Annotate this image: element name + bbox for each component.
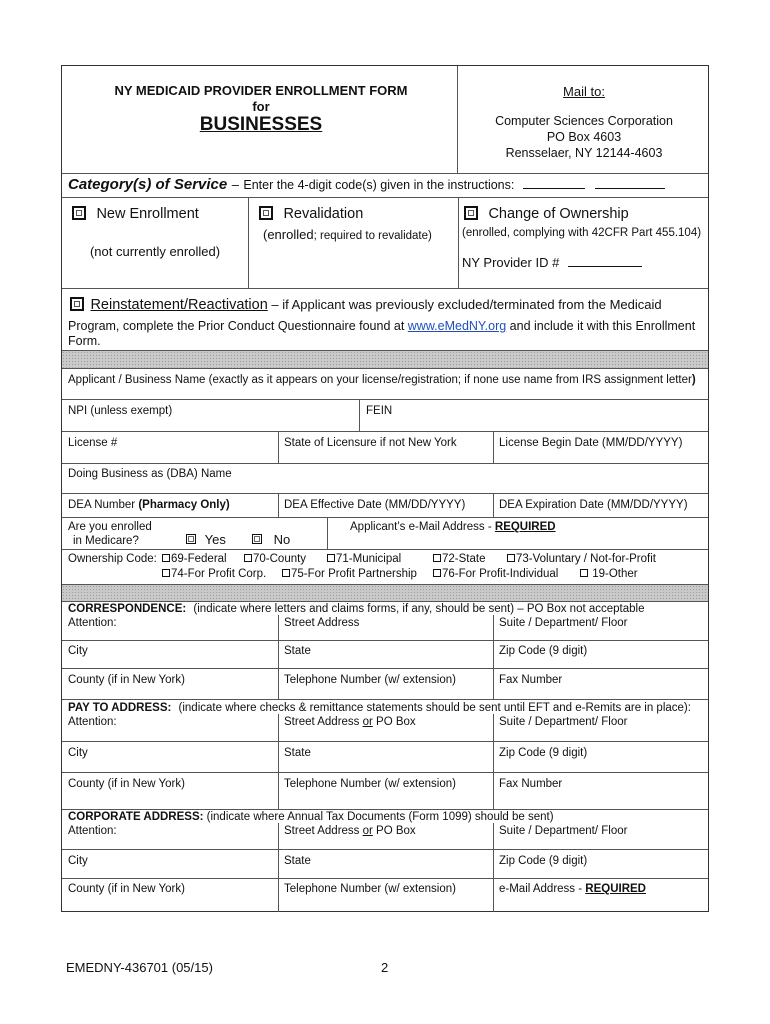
- ownership-71-checkbox[interactable]: [327, 554, 335, 562]
- form-id-footer: EMEDNY-436701 (05/15): [66, 960, 213, 975]
- ownership-19-label: 19-Other: [592, 568, 638, 580]
- pay-zip-label: Zip Code (9 digit): [499, 747, 588, 759]
- reinstatement-text-b: Program, complete the Prior Conduct Questionnaire found at: [68, 319, 408, 333]
- ownership-73-label: 73-Voluntary / Not-for-Profit: [516, 553, 656, 565]
- ownership-69-checkbox[interactable]: [162, 554, 170, 562]
- category-code-1[interactable]: [523, 188, 585, 189]
- ownership-code-72[interactable]: [433, 552, 485, 566]
- license-label: License #: [68, 437, 118, 449]
- pay-to-title: PAY TO ADDRESS:: [68, 702, 172, 714]
- ownership-76-checkbox[interactable]: [433, 569, 441, 577]
- page-number: 2: [381, 960, 389, 975]
- ownership-72-label: 72-State: [442, 553, 486, 565]
- mail-company: Computer Sciences Corporation: [495, 114, 673, 128]
- ownership-76-label: 76-For Profit-Individual: [442, 568, 559, 580]
- ownership-69-label: 69-Federal: [171, 553, 227, 565]
- ownership-70-checkbox[interactable]: [244, 554, 252, 562]
- corp-email-a: e-Mail Address -: [499, 883, 586, 895]
- corp-street-b: PO Box: [372, 825, 416, 837]
- reinstatement-title: Reinstatement/Reactivation: [90, 297, 268, 313]
- corp-email-required: REQUIRED: [585, 883, 646, 895]
- corr-zip-label: Zip Code (9 digit): [499, 645, 588, 657]
- medicare-yes-checkbox[interactable]: [186, 534, 196, 544]
- enrollment-form: [61, 65, 709, 912]
- corp-email-label: [499, 882, 646, 896]
- category-dash: –: [231, 177, 239, 192]
- ownership-code-69[interactable]: [162, 552, 227, 566]
- provider-id-field[interactable]: [568, 266, 642, 267]
- category-instruction: Enter the 4-digit code(s) given in the instructions:: [243, 178, 515, 192]
- applicant-name-label-b: ): [691, 374, 696, 386]
- mail-city: Rensselaer, NY 12144-4603: [505, 146, 663, 160]
- change-ownership-title: Change of Ownership: [488, 206, 629, 222]
- new-enrollment-title: New Enrollment: [96, 206, 199, 222]
- dea-label: [68, 498, 230, 512]
- pay-fax-label: Fax Number: [499, 778, 563, 790]
- corr-city-label: City: [68, 645, 88, 657]
- ownership-code-73[interactable]: [507, 552, 656, 566]
- correspondence-note: (indicate where letters and claims forms, if any, should be sent) – PO Box not acceptable: [193, 603, 645, 615]
- emedny-link[interactable]: www.eMedNY.org: [407, 319, 507, 333]
- corp-street-a: Street Address: [284, 825, 363, 837]
- dea-effective-label: DEA Effective Date (MM/DD/YYYY): [284, 499, 466, 511]
- corporate-heading: [68, 810, 554, 824]
- corp-attention-label: Attention:: [68, 825, 117, 837]
- pay-attention-label: Attention:: [68, 716, 117, 728]
- corporate-title: CORPORATE ADDRESS:: [68, 811, 204, 823]
- ownership-code-19[interactable]: [580, 567, 638, 581]
- medicare-no-option[interactable]: [252, 532, 290, 548]
- corp-telephone-label: Telephone Number (w/ extension): [284, 883, 456, 895]
- change-ownership-sub: (enrolled, complying with 42CFR Part 455.104): [462, 227, 702, 239]
- ownership-75-label: 75-For Profit Partnership: [291, 568, 417, 580]
- state-licensure-label: State of Licensure if not New York: [284, 437, 457, 449]
- ownership-70-label: 70-County: [253, 553, 307, 565]
- medicare-no-checkbox[interactable]: [252, 534, 262, 544]
- mail-to-label: Mail to:: [563, 84, 605, 99]
- corp-zip-label: Zip Code (9 digit): [499, 855, 588, 867]
- category-label: Category(s) of Service: [68, 176, 228, 193]
- medicare-yes-option[interactable]: [186, 532, 226, 548]
- pay-street-or: or: [362, 716, 373, 728]
- pay-to-heading: [68, 701, 691, 715]
- dea-label-b: (Pharmacy Only): [138, 499, 230, 511]
- reinstatement-text-a: – if Applicant was previously excluded/terminated from the Medicaid: [267, 297, 662, 312]
- corr-state-label: State: [284, 645, 311, 657]
- new-enrollment-checkbox[interactable]: [72, 206, 86, 220]
- change-ownership-option[interactable]: [464, 205, 629, 223]
- new-enrollment-sub: (not currently enrolled): [89, 244, 221, 259]
- pay-street-b: PO Box: [372, 716, 416, 728]
- applicant-email-label-a: Applicant’s e-Mail Address -: [350, 521, 495, 533]
- reinstatement-text-d: Form.: [68, 334, 101, 348]
- ownership-71-label: 71-Municipal: [336, 553, 402, 565]
- pay-city-label: City: [68, 747, 88, 759]
- pay-telephone-label: Telephone Number (w/ extension): [284, 778, 456, 790]
- applicant-email-required: REQUIRED: [494, 521, 556, 533]
- corp-city-label: City: [68, 855, 88, 867]
- corp-suite-label: Suite / Department/ Floor: [499, 825, 628, 837]
- npi-label: NPI (unless exempt): [68, 405, 173, 417]
- medicare-no-label: No: [273, 532, 291, 547]
- ownership-code-label: Ownership Code:: [68, 553, 157, 565]
- mail-pobox: PO Box 4603: [546, 130, 622, 144]
- corp-street-or: or: [362, 825, 373, 837]
- ownership-code-71[interactable]: [327, 552, 401, 566]
- pay-state-label: State: [284, 747, 311, 759]
- ownership-75-checkbox[interactable]: [282, 569, 290, 577]
- corp-street-label: [284, 824, 416, 838]
- category-code-2[interactable]: [595, 188, 665, 189]
- license-begin-label: License Begin Date (MM/DD/YYYY): [499, 437, 683, 449]
- pay-to-note: (indicate where checks & remittance statements should be sent until EFT and e-Remits are in place):: [178, 702, 691, 714]
- ownership-73-checkbox[interactable]: [507, 554, 515, 562]
- medicare-yes-label: Yes: [204, 532, 226, 547]
- corr-telephone-label: Telephone Number (w/ extension): [284, 674, 456, 686]
- dba-label: Doing Business as (DBA) Name: [68, 468, 232, 480]
- corporate-note: (indicate where Annual Tax Documents (Form 1099) should be sent): [206, 811, 554, 823]
- corr-street-label: Street Address: [284, 617, 360, 629]
- fein-label: FEIN: [366, 405, 393, 417]
- corp-state-label: State: [284, 855, 311, 867]
- medicare-question-1: Are you enrolled: [68, 521, 152, 533]
- revalidation-sub-a: (enrolled: [263, 227, 314, 242]
- category-of-service-row: [68, 176, 665, 194]
- dea-label-a: DEA Number: [68, 499, 139, 511]
- provider-id-label: NY Provider ID #: [462, 255, 560, 270]
- applicant-email-label: [350, 520, 556, 534]
- revalidation-sub-b: ; required to revalidate): [313, 230, 432, 242]
- pay-county-label: County (if in New York): [68, 778, 185, 790]
- reinstatement-row: [70, 296, 662, 314]
- form-title: NY MEDICAID PROVIDER ENROLLMENT FORM: [114, 83, 408, 98]
- form-title-businesses: BUSINESSES: [199, 114, 323, 135]
- applicant-name-label-a: Applicant / Business Name (exactly as it appears on your license/registration; if none use name from IRS assignment letter: [68, 374, 692, 386]
- form-title-for: for: [252, 99, 270, 114]
- ownership-code-74[interactable]: [162, 567, 266, 581]
- revalidation-sub: [263, 226, 432, 244]
- corr-fax-label: Fax Number: [499, 674, 563, 686]
- corp-county-label: County (if in New York): [68, 883, 185, 895]
- corr-suite-label: Suite / Department/ Floor: [499, 617, 628, 629]
- applicant-name-label: [68, 373, 696, 387]
- ownership-code-70[interactable]: [244, 552, 306, 566]
- ownership-74-checkbox[interactable]: [162, 569, 170, 577]
- ownership-code-75[interactable]: [282, 567, 417, 581]
- revalidation-title: Revalidation: [283, 206, 364, 222]
- revalidation-checkbox[interactable]: [259, 206, 273, 220]
- pay-street-a: Street Address: [284, 716, 363, 728]
- revalidation-option[interactable]: [259, 205, 363, 223]
- section-divider-2: [62, 585, 708, 601]
- new-enrollment-option[interactable]: [72, 205, 199, 223]
- pay-street-label: [284, 715, 416, 729]
- pay-suite-label: Suite / Department/ Floor: [499, 716, 628, 728]
- reinstatement-text-c: and include it with this Enrollment: [506, 319, 696, 333]
- ownership-74-label: 74-For Profit Corp.: [171, 568, 267, 580]
- ownership-72-checkbox[interactable]: [433, 554, 441, 562]
- correspondence-heading: [68, 602, 645, 616]
- medicare-question-2: in Medicare?: [73, 535, 139, 547]
- provider-id-row: [462, 254, 642, 272]
- ownership-code-76[interactable]: [433, 567, 558, 581]
- change-ownership-checkbox[interactable]: [464, 206, 478, 220]
- corr-county-label: County (if in New York): [68, 674, 185, 686]
- reinstatement-line2: [68, 318, 695, 334]
- dea-expiration-label: DEA Expiration Date (MM/DD/YYYY): [499, 499, 688, 511]
- reinstatement-checkbox[interactable]: [70, 297, 84, 311]
- ownership-19-checkbox[interactable]: [580, 569, 588, 577]
- correspondence-title: CORRESPONDENCE:: [68, 603, 187, 615]
- corr-attention-label: Attention:: [68, 617, 117, 629]
- section-divider: [62, 351, 708, 368]
